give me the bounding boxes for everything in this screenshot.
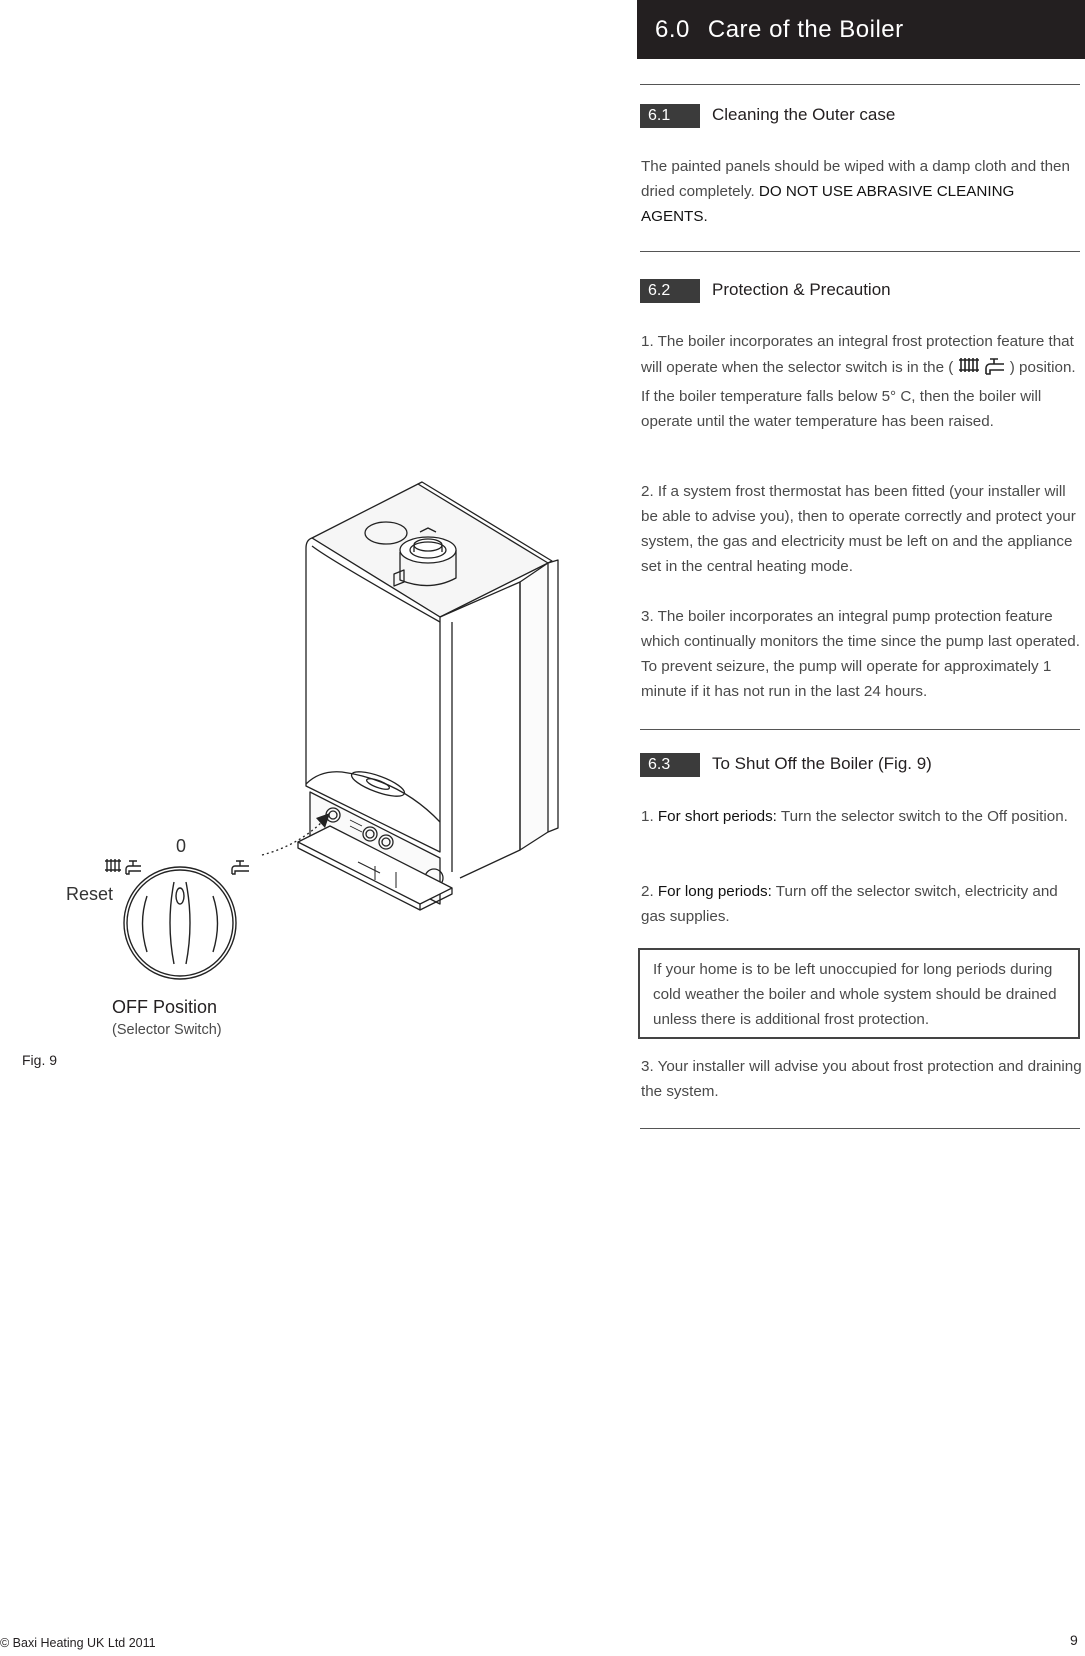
section-number-badge: 6.3: [640, 753, 700, 777]
short-periods-paragraph: 1. For short periods: Turn the selector switch to the Off position.: [641, 808, 1068, 825]
boiler-illustration: [0, 0, 640, 1080]
header-number: 6.0: [655, 16, 690, 43]
installer-advice-paragraph: 3. Your installer will advise you about frost protection and draining the system.: [641, 1058, 1082, 1100]
divider: [640, 1128, 1080, 1129]
section-title: To Shut Off the Boiler (Fig. 9): [712, 754, 932, 773]
frost-warning-box: If your home is to be left unoccupied for long periods during cold weather the boiler and whole system should be drained unless there is additional frost protection.: [638, 948, 1080, 1039]
system-thermostat-paragraph: 2. If a system frost thermostat has been fitted (your installer will be able to advise you), then to operate correctly and protect your system, the gas and electricity must be left on and the appliance set in the central heating mode.: [641, 483, 1076, 575]
pump-protection-paragraph: 3. The boiler incorporates an integral pump protection feature which continually monitors the time since the pump last operated. To prevent seizure, the pump will operate for approximately 1 minute if it has not run in the last 24 hours.: [641, 608, 1080, 700]
divider: [640, 84, 1080, 85]
dial-reset-label: Reset: [66, 884, 114, 904]
page-number: 9: [1070, 1632, 1078, 1648]
header-title: Care of the Boiler: [707, 16, 904, 43]
divider: [640, 729, 1080, 730]
section-title: Protection & Precaution: [712, 280, 891, 299]
figure-label: Fig. 9: [22, 1052, 58, 1068]
section-number-badge: 6.1: [640, 104, 700, 128]
cleaning-paragraph: The painted panels should be wiped with a damp cloth and then dried completely. DO NOT USE ABRASIVE CLEANING AGENTS.: [641, 158, 1070, 225]
divider: [640, 251, 1080, 252]
section-title: Cleaning the Outer case: [712, 105, 896, 124]
dial-off-mark: 0: [176, 836, 187, 856]
copyright-footer: © Baxi Heating UK Ltd 2011: [0, 1636, 156, 1650]
off-position-caption: OFF Position: [112, 997, 218, 1017]
long-periods-paragraph: 2. For long periods: Turn off the selector switch, electricity and gas supplies.: [641, 883, 1058, 925]
radiator-icon: [104, 856, 144, 876]
selector-switch-caption: (Selector Switch): [112, 1022, 222, 1038]
tap-icon: [228, 856, 252, 876]
section-header-bar: [637, 0, 1085, 59]
frost-protection-paragraph: 1. The boiler incorporates an integral frost protection feature that will operate when the selector switch is in the ( ) position. If the boiler temperature falls below 5° C, then the boiler will operate until the water temperature has been raised.: [641, 333, 1076, 430]
warning-text: DO NOT USE ABRASIVE CLEANING AGENTS.: [641, 183, 1015, 225]
section-number-badge: 6.2: [640, 279, 700, 303]
radiator-tap-icon: [958, 354, 1006, 384]
